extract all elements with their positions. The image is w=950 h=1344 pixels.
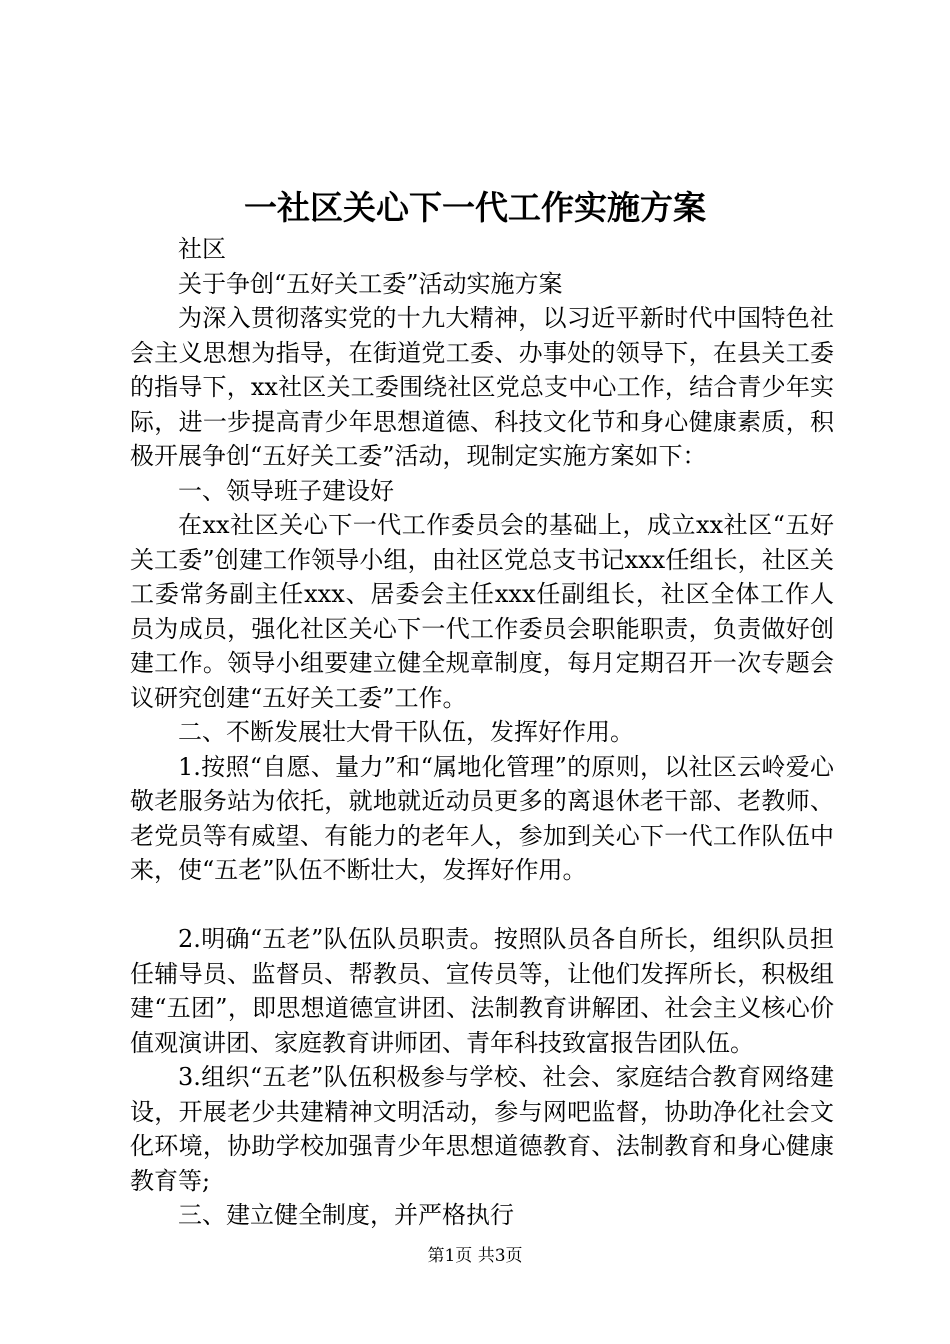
page-footer: 第1页 共3页 — [427, 1246, 523, 1266]
paragraph-leadership: 在xx社区关心下一代工作委员会的基础上，成立xx社区“五好关工委”创建工作领导小组，由社区党总支书记xxx任组长，社区关工委常务副主任xxx、居委会主任xxx任副组长，社区全体工作人员为成员，强化社区关心下一代工作委员会职能职责，负责做好创建工作。领导小组要建立健全规章制度，每月定期召开一次专题会议研究创建“五好关工委”工作。 — [130, 511, 834, 712]
document-body — [130, 232, 834, 1233]
section-heading-1: 一、领导班子建设好 — [178, 476, 394, 505]
paragraph-community: 社区 — [178, 235, 226, 263]
paragraph-subtitle: 关于争创“五好关工委”活动实施方案 — [178, 269, 563, 298]
section-heading-2: 二、不断发展壮大骨干队伍，发挥好作用。 — [178, 718, 634, 746]
paragraph-intro: 为深入贯彻落实党的十九大精神，以习近平新时代中国特色社会主义思想为指导，在街道党工委、办事处的领导下，在县关工委的指导下，xx社区关工委围绕社区党总支中心工作，结合青少年实际，进一步提高青少年思想道德、科技文化节和身心健康素质，积极开展争创“五好关工委”活动，现制定实施方案如下： — [130, 304, 834, 470]
paragraph-item-1: 1.按照“自愿、量力”和“属地化管理”的原则，以社区云岭爱心敬老服务站为依托，就地就近动员更多的离退休老干部、老教师、老党员等有威望、有能力的老年人，参加到关心下一代工作队伍中来，使“五老”队伍不断壮大，发挥好作用。 — [130, 752, 834, 884]
document-title: 一社区关心下一代工作实施方案 — [244, 188, 706, 227]
paragraph-item-3: 3.组织“五老”队伍积极参与学校、社会、家庭结合教育网络建设，开展老少共建精神文明活动，参与网吧监督，协助净化社会文化环境，协助学校加强青少年思想道德教育、法制教育和身心健康教育等; — [130, 1063, 834, 1195]
section-heading-3: 三、建立健全制度，并严格执行 — [178, 1201, 514, 1229]
paragraph-item-2: 2.明确“五老”队伍队员职责。按照队员各自所长，组织队员担任辅导员、监督员、帮教员、宣传员等，让他们发挥所长，积极组建“五团”，即思想道德宣讲团、法制教育讲解团、社会主义核心价值观演讲团、家庭教育讲师团、青年科技致富报告团队伍。 — [130, 925, 834, 1057]
paragraph-gap — [130, 888, 834, 923]
